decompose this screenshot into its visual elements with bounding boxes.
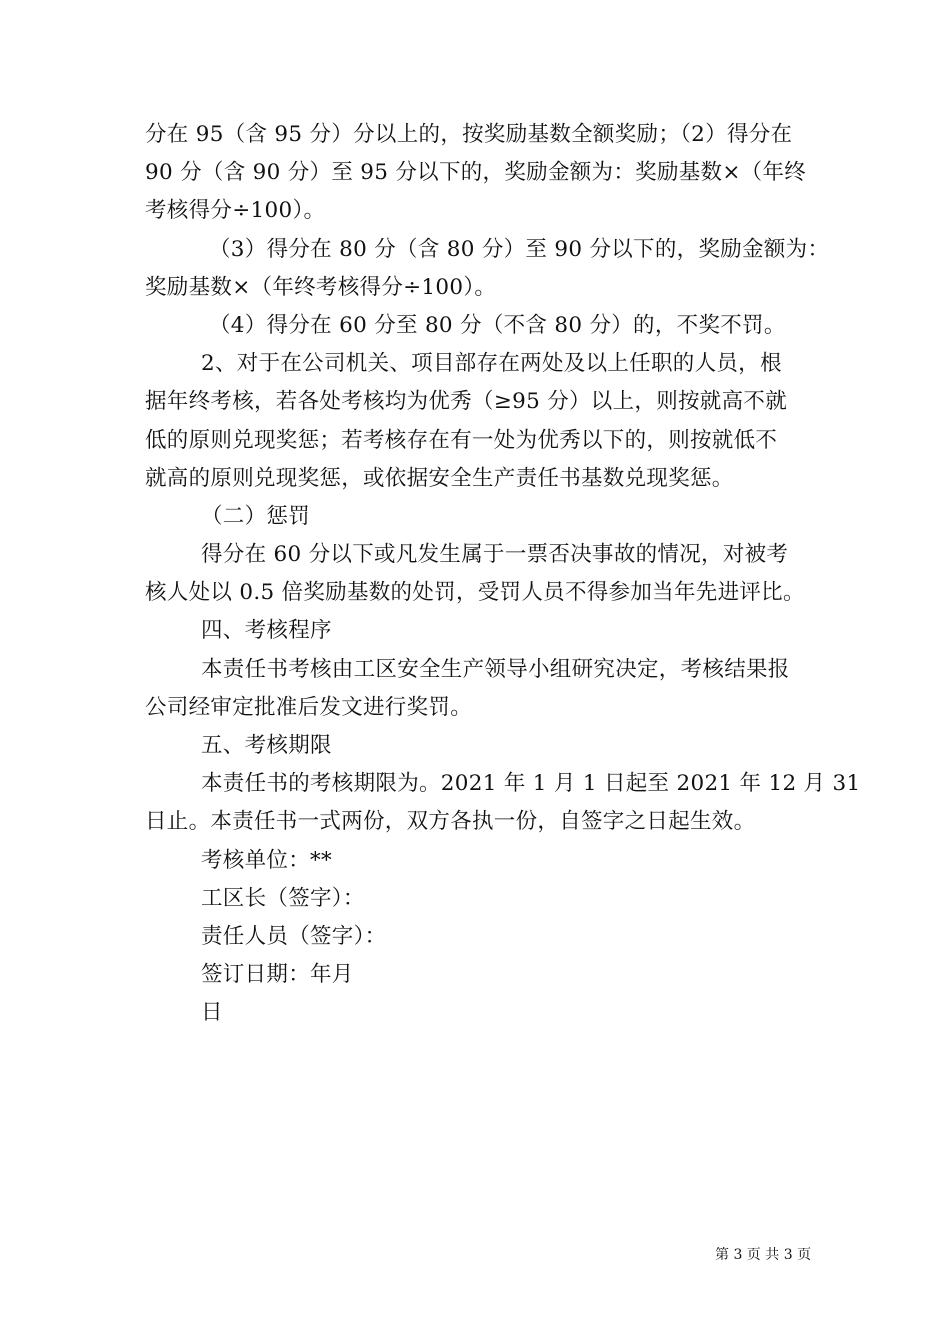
text-line-period: 本责任书的考核期限为。2021 年 1 月 1 日起至 2021 年 12 月 31 (201, 771, 861, 797)
document-body (145, 116, 861, 1033)
section-heading-procedure: 四、考核程序 (201, 618, 332, 644)
text-line-reward-partial: 90 分（含 90 分）至 95 分以下的，奖励金额为：奖励基数×（年终 (145, 160, 807, 186)
signature-date: 签订日期：年月 (201, 962, 354, 988)
signature-date-day: 日 (201, 1000, 223, 1026)
signature-unit: 考核单位：** (201, 847, 333, 873)
section-heading-period: 五、考核期限 (201, 733, 332, 758)
text-line-clause-2-cont-1: 据年终考核，若各处考核均为优秀（≥95 分）以上，则按就高不就 (145, 389, 788, 415)
section-heading-penalty: （二）惩罚 (201, 503, 311, 529)
page-number: 第 3 页 共 3 页 (715, 1247, 812, 1263)
signature-responsible-person: 责任人员（签字）： (201, 923, 387, 949)
text-line-item-3: （3）得分在 80 分（含 80 分）至 90 分以下的，奖励金额为： (209, 236, 830, 262)
text-line-procedure: 本责任书考核由工区安全生产领导小组研究决定，考核结果报 (201, 656, 790, 682)
text-line-reward-formula: 考核得分÷100）。 (145, 198, 326, 224)
text-line-reward-full: 分在 95（含 95 分）分以上的，按奖励基数全额奖励；（2）得分在 (145, 122, 793, 147)
text-line-period-cont: 日止。本责任书一式两份，双方各执一份，自签字之日起生效。 (145, 809, 756, 835)
text-line-item-3-formula: 奖励基数×（年终考核得分÷100）。 (145, 274, 497, 300)
text-line-clause-2: 2、对于在公司机关、项目部存在两处及以上任职的人员，根 (201, 351, 782, 377)
text-line-clause-2-cont-2: 低的原则兑现奖惩；若考核存在有一处为优秀以下的，则按就低不 (145, 427, 778, 453)
text-line-item-4: （4）得分在 60 分至 80 分（不含 80 分）的，不奖不罚。 (209, 312, 786, 338)
text-line-penalty: 得分在 60 分以下或凡发生属于一票否决事故的情况，对被考 (201, 542, 789, 568)
text-line-clause-2-cont-3: 就高的原则兑现奖惩，或依据安全生产责任书基数兑现奖惩。 (145, 465, 734, 491)
text-line-procedure-cont: 公司经审定批准后发文进行奖罚。 (145, 694, 473, 720)
signature-district-head: 工区长（签字）： (201, 885, 365, 911)
text-line-penalty-cont: 核人处以 0.5 倍奖励基数的处罚，受罚人员不得参加当年先进评比。 (145, 580, 805, 606)
